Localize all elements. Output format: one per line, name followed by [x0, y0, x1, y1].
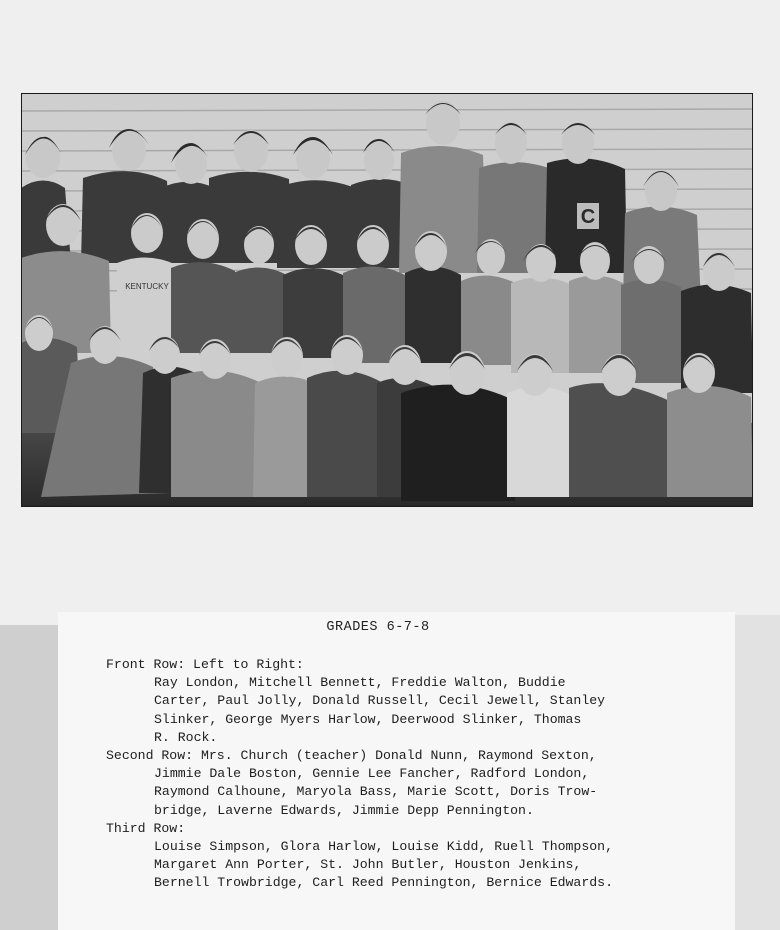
second-row-names-line: bridge, Laverne Edwards, Jimmie Depp Pennington.	[154, 802, 534, 818]
front-row-names-line: Slinker, George Myers Harlow, Deerwood Slinker, Thomas	[154, 711, 582, 727]
third-row-names-line: Margaret Ann Porter, St. John Butler, Houston Jenkins,	[154, 857, 582, 873]
front-row-names-line: Ray London, Mitchell Bennett, Freddie Walton, Buddie	[154, 675, 566, 691]
sweater-letter: C	[580, 206, 596, 228]
class-photograph	[21, 93, 753, 507]
second-row-names-line: Raymond Calhoune, Maryola Bass, Marie Scott, Doris Trow-	[154, 784, 598, 800]
caption-title: GRADES 6-7-8	[326, 620, 430, 635]
third-row-names-line: Bernell Trowbridge, Carl Reed Pennington, Bernice Edwards.	[154, 875, 613, 891]
front-row-heading: Front Row: Left to Right:	[106, 657, 304, 672]
album-page-edge-right	[735, 615, 780, 930]
front-row-names-line: R. Rock.	[154, 729, 218, 745]
caption-body	[106, 656, 716, 893]
album-page-edge	[0, 625, 58, 930]
caption-card	[58, 612, 735, 930]
second-row-heading: Second Row: Mrs. Church (teacher) Donald Nunn, Raymond Sexton,	[106, 748, 597, 764]
second-row-names-line: Jimmie Dale Boston, Gennie Lee Fancher, Radford London,	[154, 766, 590, 782]
shirt-text: KENTUCKY	[125, 282, 169, 291]
third-row-names-line: Louise Simpson, Glora Harlow, Louise Kidd, Ruell Thompson,	[154, 839, 613, 855]
third-row-heading: Third Row:	[106, 820, 186, 836]
front-row-names-line: Carter, Paul Jolly, Donald Russell, Cecil Jewell, Stanley	[154, 693, 606, 709]
